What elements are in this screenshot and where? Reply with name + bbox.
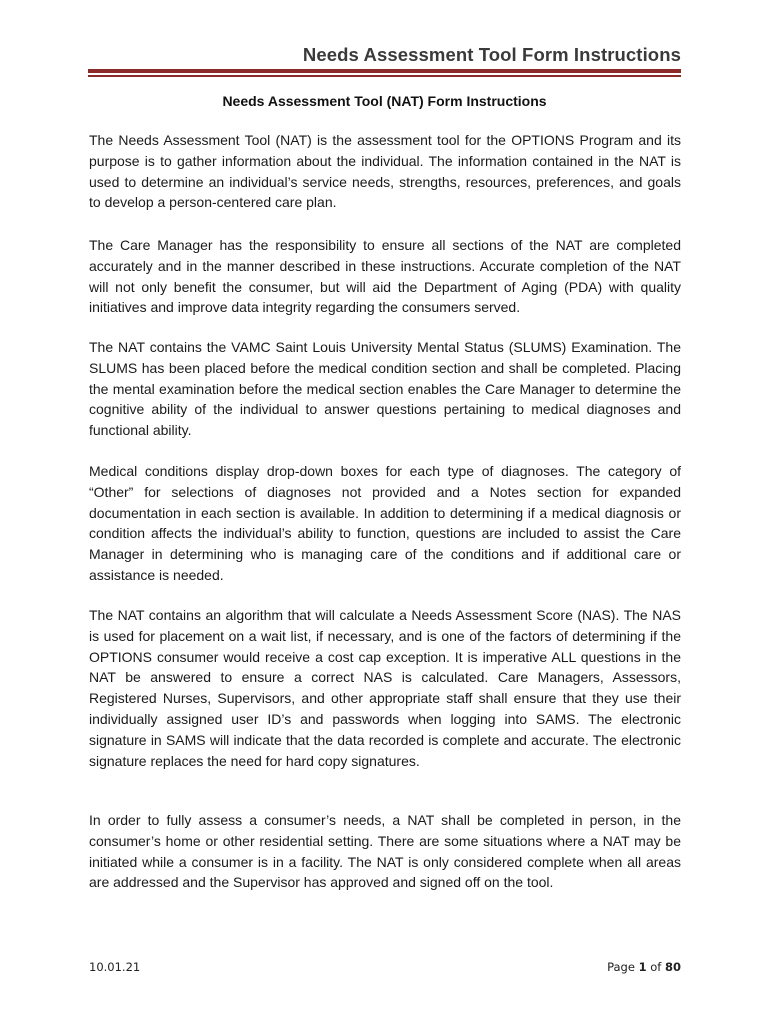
paragraph-slums-exam: The NAT contains the VAMC Saint Louis University Mental Status (SLUMS) Examination. The SLUMS has been placed before the medical condition section and shall be completed. Placing the mental examination before the medical section enables the Care Manager to determine the cognitive ability of the individual to answer questions pertaining to medical diagnoses and functional ability.	[89, 339, 681, 439]
page-label: Page	[607, 960, 635, 974]
paragraph-in-person-assessment: In order to fully assess a consumer’s needs, a NAT shall be completed in person, in the consumer’s home or other residential setting. There are some situations where a NAT may be initiated while a consumer is in a facility. The NAT is only considered complete when all areas are addressed and the Supervisor has approved and signed off on the tool.	[89, 812, 681, 891]
page-current: 1	[638, 960, 647, 974]
paragraph-medical-conditions: Medical conditions display drop-down boxes for each type of diagnoses. The category of “Other” for selections of diagnoses not provided and a Notes section for expanded documentation in each section is available. In addition to determining if a medical diagnosis or condition affects the individual’s ability to function, questions are included to assist the Care Manager in determining who is managing care of the conditions and if additional care or assistance is needed.	[89, 463, 681, 583]
running-header-title: Needs Assessment Tool Form Instructions	[302, 44, 681, 65]
document-title: Needs Assessment Tool (NAT) Form Instructions	[222, 93, 547, 109]
page-of: of	[650, 960, 662, 974]
header-rule-thick	[88, 69, 681, 73]
footer-page-number	[607, 960, 681, 974]
paragraph-nat-overview: The Needs Assessment Tool (NAT) is the assessment tool for the OPTIONS Program and its purpose is to gather information about the individual. The information contained in the NAT is used to determine an individual’s service needs, strengths, resources, preferences, and goals to develop a person-centered care plan.	[89, 132, 681, 211]
page-total: 80	[664, 960, 681, 974]
header-rule-thin	[88, 75, 681, 77]
footer-date: 10.01.21	[89, 960, 141, 974]
paragraph-care-manager-responsibility: The Care Manager has the responsibility to ensure all sections of the NAT are completed accurately and in the manner described in these instructions. Accurate completion of the NAT will not only benefit the consumer, but will aid the Department of Aging (PDA) with quality initiatives and improve data integrity regarding the consumers served.	[89, 237, 681, 316]
paragraph-needs-assessment-score: The NAT contains an algorithm that will calculate a Needs Assessment Score (NAS). The NAS is used for placement on a wait list, if necessary, and is one of the factors of determining if the OPTIONS consumer would receive a cost cap exception. It is imperative ALL questions in the NAT be answered to ensure a correct NAS is calculated. Care Managers, Assessors, Registered Nurses, Supervisors, and other appropriate staff shall ensure that they use their individually assigned user ID’s and passwords when logging into SAMS. The electronic signature in SAMS will indicate that the data recorded is complete and accurate. The electronic signature replaces the need for hard copy signatures.	[89, 607, 681, 769]
